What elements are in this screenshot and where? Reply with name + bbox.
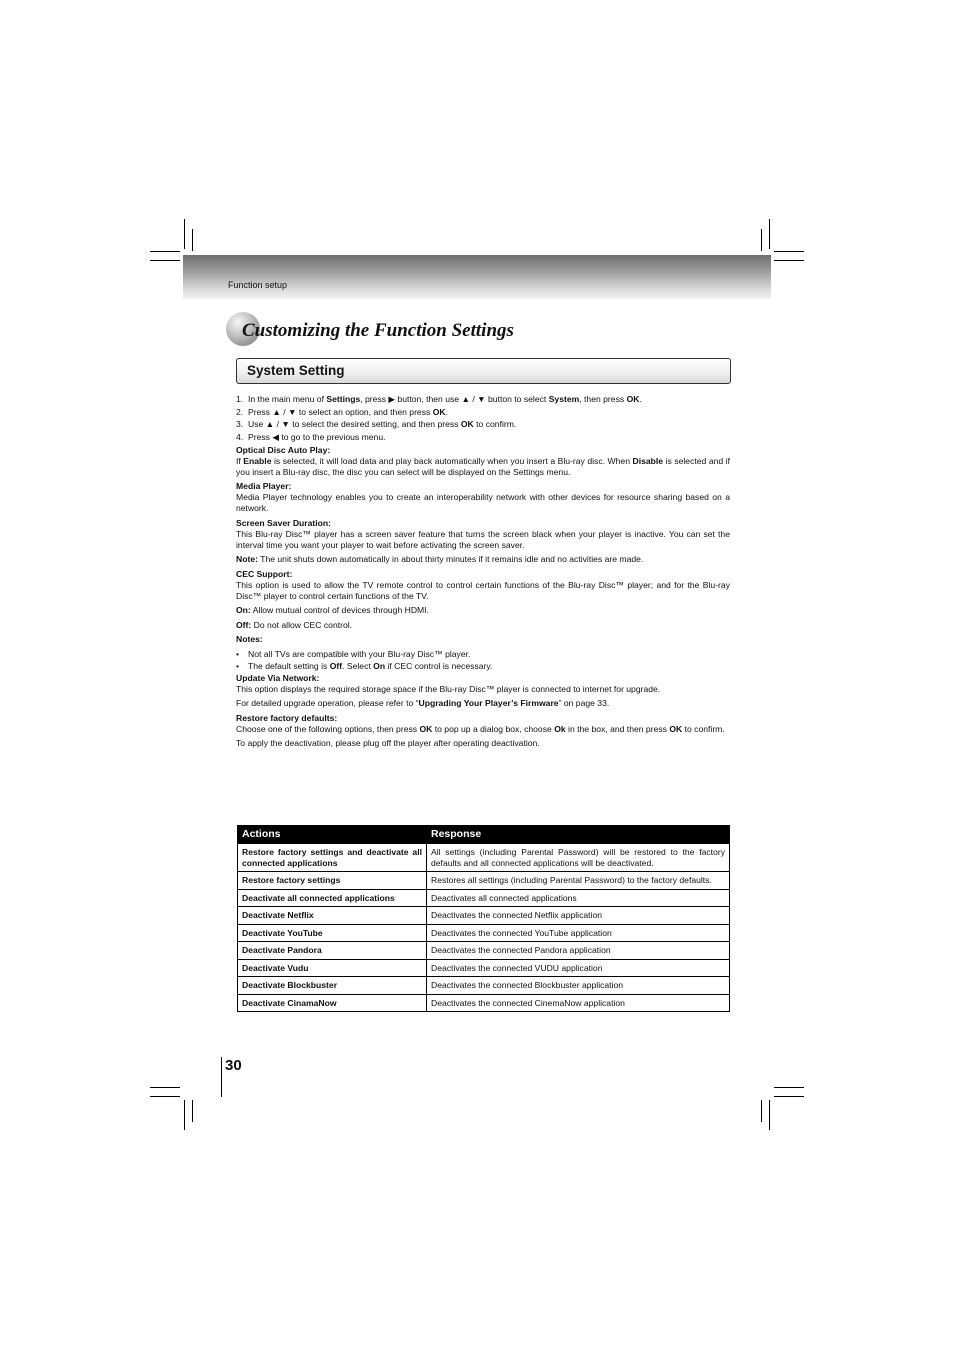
response-cell: Deactivates the connected Blockbuster application <box>427 977 730 995</box>
crop-mark <box>769 1100 770 1130</box>
text-run: Not all TVs are compatible with your Blu-ray Disc™ player. <box>248 648 471 659</box>
action-cell: Deactivate CinamaNow <box>238 994 427 1012</box>
section-heading: Screen Saver Duration: <box>236 517 332 528</box>
text-run: This option is used to allow the TV remote control to control certain functions of the Blu-ray Disc™ player; and for the Blu-ray Disc™ player to control certain functions of the TV. <box>236 579 730 601</box>
page-number: 30 <box>225 1057 242 1074</box>
paragraph <box>236 724 730 735</box>
crop-mark <box>150 1096 180 1097</box>
action-cell: Restore factory settings and deactivate all connected applications <box>238 844 427 872</box>
table-header-row <box>238 826 730 844</box>
step-item <box>236 419 730 430</box>
actions-table <box>237 825 730 1012</box>
text-run: is selected, it will load data and play back automatically when you insert a Blu-ray disc. When <box>271 455 633 466</box>
table-row <box>238 844 730 872</box>
paragraph <box>236 580 730 602</box>
bold-text: Off: <box>236 619 252 630</box>
text-run: Use ▲ / ▼ to select the desired setting, and then press <box>248 419 461 430</box>
text-run: in the box, and then press <box>565 723 670 734</box>
step-item <box>236 394 730 405</box>
step-number: 2. <box>236 406 244 417</box>
bullet-item <box>236 661 730 672</box>
bold-text: OK <box>460 419 474 430</box>
bullet-text <box>248 661 492 672</box>
section-heading: CEC Support: <box>236 568 293 579</box>
step-text <box>248 394 642 405</box>
column-header-response: Response <box>427 826 730 844</box>
section-heading: Update Via Network: <box>236 672 320 683</box>
paragraph <box>236 684 730 695</box>
section-heading: Media Player: <box>236 481 292 492</box>
bullet-icon: • <box>236 648 240 659</box>
action-cell: Deactivate YouTube <box>238 924 427 942</box>
bullet-icon: • <box>236 660 240 671</box>
bold-text: System <box>548 394 580 404</box>
table-row <box>238 924 730 942</box>
crop-mark <box>774 260 804 261</box>
page-number-rule <box>221 1057 222 1097</box>
column-header-actions: Actions <box>238 826 427 844</box>
crop-mark <box>150 251 180 252</box>
bold-text: OK <box>626 394 640 404</box>
table-row <box>238 994 730 1012</box>
action-cell: Deactivate all connected applications <box>238 889 427 907</box>
crop-mark <box>192 229 193 251</box>
bold-text: OK <box>432 406 446 417</box>
text-run: to confirm. <box>473 419 517 430</box>
bullet-text <box>248 649 470 660</box>
bold-text: On: <box>236 605 251 616</box>
text-run: The unit shuts down automatically in about thirty minutes if it remains idle and no activities are made. <box>257 554 644 565</box>
text-run: For detailed upgrade operation, please refer to “ <box>236 698 419 709</box>
crop-mark <box>184 1100 185 1130</box>
section-heading: Restore factory defaults: <box>236 712 338 723</box>
step-text <box>248 432 386 443</box>
header-band <box>183 255 771 299</box>
bold-text: OK <box>669 723 683 734</box>
crop-mark <box>774 251 804 252</box>
response-cell: All settings (including Parental Password) will be restored to the factory defaults and all connected applications will be deactivated. <box>427 844 730 872</box>
response-cell: Deactivates the connected CinemaNow application <box>427 994 730 1012</box>
subsection-header <box>236 358 731 384</box>
text-run: if CEC control is necessary. <box>385 660 493 671</box>
crop-mark <box>769 219 770 249</box>
table-row <box>238 977 730 995</box>
text-run: , then press <box>579 394 627 404</box>
section-label: Function setup <box>228 280 288 290</box>
response-cell: Deactivates all connected applications <box>427 889 730 907</box>
step-item <box>236 432 730 443</box>
sections <box>236 445 730 750</box>
response-cell: Deactivates the connected YouTube application <box>427 924 730 942</box>
text-run: to confirm. <box>682 723 725 734</box>
section-heading: Optical Disc Auto Play: <box>236 444 331 455</box>
paragraph <box>236 456 730 478</box>
response-cell: Restores all settings (including Parental Password) to the factory defaults. <box>427 872 730 890</box>
text-run: Press ▲ / ▼ to select an option, and then press <box>248 406 433 417</box>
step-number: 3. <box>236 419 244 430</box>
step-number: 4. <box>236 432 244 443</box>
table-body <box>238 844 730 1012</box>
paragraph <box>236 529 730 551</box>
action-cell: Deactivate Blockbuster <box>238 977 427 995</box>
text-run: This Blu-ray Disc™ player has a screen saver feature that turns the screen black when your player is inactive. You can set the interval time you want your player to wait before activating the screen saver. <box>236 528 730 550</box>
bold-text: Upgrading Your Player’s Firmware <box>418 698 559 709</box>
crop-mark <box>761 1100 762 1122</box>
text-run: . <box>445 406 448 417</box>
bold-text: Note: <box>236 554 258 565</box>
crop-mark <box>192 1100 193 1122</box>
action-cell: Deactivate Vudu <box>238 959 427 977</box>
paragraph <box>236 620 730 631</box>
table-row <box>238 889 730 907</box>
response-cell: Deactivates the connected VUDU application <box>427 959 730 977</box>
crop-mark <box>150 1087 180 1088</box>
text-run: Media Player technology enables you to create an interoperability network with other devices for resource sharing based on a network. <box>236 492 730 514</box>
text-run: . Select <box>342 660 374 671</box>
paragraph <box>236 492 730 514</box>
text-run: In the main menu of <box>248 394 327 404</box>
step-text <box>248 407 448 418</box>
step-text <box>248 419 516 430</box>
paragraph <box>236 738 730 749</box>
bold-text: Notes: <box>236 634 263 645</box>
bold-text: Disable <box>632 455 664 466</box>
text-run: ” on page 33. <box>558 698 610 709</box>
text-run: is selected and if you insert a Blu-ray disc, the disc you can select will be displayed on the Settings menu. <box>236 455 730 477</box>
paragraph <box>236 634 730 645</box>
text-run: This option displays the required storage space if the Blu-ray Disc™ player is connected to internet for upgrade. <box>236 683 661 694</box>
bold-text: Settings <box>326 394 361 404</box>
crop-mark <box>761 229 762 251</box>
table-row <box>238 942 730 960</box>
bold-text: Enable <box>243 455 272 466</box>
bold-text: On <box>373 660 386 671</box>
crop-mark <box>774 1096 804 1097</box>
action-cell: Restore factory settings <box>238 872 427 890</box>
table-row <box>238 959 730 977</box>
crop-mark <box>150 260 180 261</box>
text-run: If <box>236 455 244 466</box>
text-run: Do not allow CEC control. <box>251 619 353 630</box>
paragraph <box>236 605 730 616</box>
text-run: Press ◀ to go to the previous menu. <box>248 432 386 443</box>
text-run: To apply the deactivation, please plug off the player after operating deactivation. <box>236 738 540 749</box>
bold-text: OK <box>419 723 433 734</box>
crop-mark <box>774 1087 804 1088</box>
paragraph <box>236 698 730 709</box>
bold-text: Off <box>329 660 343 671</box>
paragraph <box>236 554 730 565</box>
table-row <box>238 907 730 925</box>
page-title: Customizing the Function Settings <box>242 320 514 341</box>
response-cell: Deactivates the connected Pandora application <box>427 942 730 960</box>
steps-list <box>236 394 730 443</box>
response-cell: Deactivates the connected Netflix application <box>427 907 730 925</box>
action-cell: Deactivate Pandora <box>238 942 427 960</box>
crop-mark <box>184 219 185 249</box>
bold-text: Ok <box>554 723 566 734</box>
text-run: The default setting is <box>248 660 330 671</box>
text-run: to pop up a dialog box, choose <box>432 723 555 734</box>
bullet-item <box>236 649 730 660</box>
step-number: 1. <box>236 394 244 404</box>
text-run: Choose one of the following options, then press <box>236 723 420 734</box>
action-cell: Deactivate Netflix <box>238 907 427 925</box>
content-body <box>236 394 730 753</box>
subsection-title: System Setting <box>247 363 345 378</box>
text-run: . <box>639 394 642 404</box>
step-item <box>236 407 730 418</box>
table-row <box>238 872 730 890</box>
text-run: , press ▶ button, then use ▲ / ▼ button to select <box>360 394 549 404</box>
text-run: Allow mutual control of devices through HDMI. <box>250 605 429 616</box>
